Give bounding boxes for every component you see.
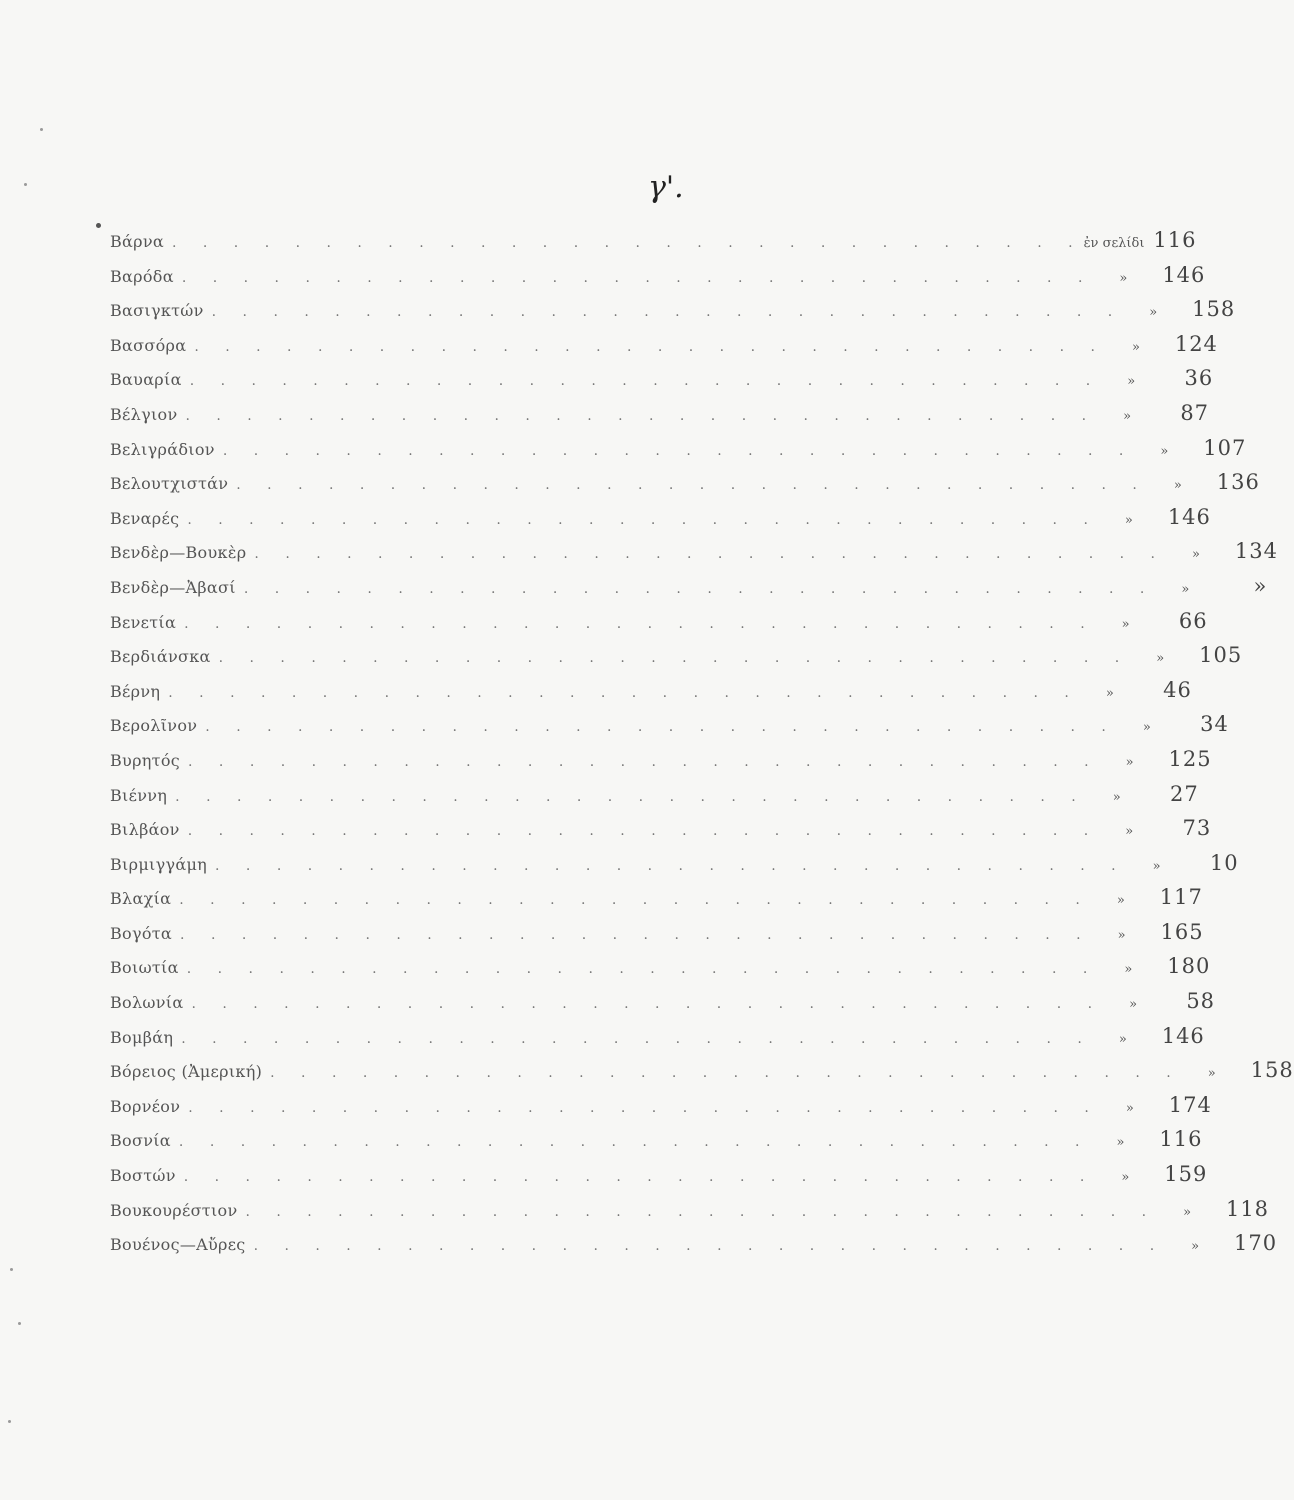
index-entry: [110, 746, 1212, 782]
entry-page-number: 146: [1161, 1023, 1205, 1048]
entry-page-number: 117: [1159, 885, 1203, 910]
entry-name: Βεναρές: [110, 508, 180, 528]
index-entry: [110, 366, 1214, 401]
entry-reference: »: [1125, 1100, 1134, 1116]
leader-dots: . . . . . . . . . . . . . . . . . . . . . . . . . . . . . .: [236, 477, 1148, 494]
leader-dots: . . . . . . . . . . . . . . . . . . . . . . . . . . . . . .: [175, 788, 1087, 805]
entry-name: Βελουτχιστάν: [110, 474, 229, 494]
scan-speck: [24, 183, 27, 186]
entry-reference: »: [1123, 408, 1132, 424]
entry-reference: »: [1173, 478, 1182, 494]
entry-name: Βερολῖνον: [110, 716, 198, 736]
entry-reference: »: [1183, 1204, 1192, 1220]
entry-name: Βαρόδα: [110, 266, 174, 286]
entry-name: Βελιγράδιον: [110, 439, 215, 459]
entry-name: Βογότα: [110, 923, 173, 943]
entry-reference: »: [1119, 270, 1128, 286]
index-entry: [110, 1092, 1212, 1128]
entry-page-number: 118: [1225, 1196, 1270, 1221]
index-entry: [110, 470, 1260, 505]
index-entry: [110, 1023, 1205, 1059]
index-entry: [110, 331, 1218, 367]
leader-dots: . . . . . . . . . . . . . . . . . . . . . . . . . . . . . .: [194, 338, 1106, 355]
scan-speck: [18, 1322, 21, 1325]
entry-reference: »: [1129, 997, 1138, 1013]
index-entry: [110, 1127, 1203, 1162]
entry-reference: »: [1112, 789, 1121, 805]
index-entry: [110, 1231, 1278, 1266]
entry-page-number: 146: [1167, 504, 1211, 529]
entry-page-number: 116: [1159, 1127, 1203, 1152]
index-entry: [110, 400, 1210, 436]
entry-page-number: 105: [1199, 643, 1243, 668]
entry-name: Βέλγιον: [110, 404, 178, 424]
entry-reference: »: [1118, 1031, 1127, 1047]
entry-page-number: 158: [1250, 1058, 1294, 1083]
entry-reference: »: [1127, 374, 1136, 390]
leader-dots: . . . . . . . . . . . . . . . . . . . . . . . . . . . . . .: [205, 719, 1117, 736]
entry-name: Βοστών: [110, 1166, 176, 1186]
entry-name: Βιλβάον: [110, 820, 180, 840]
entry-name: Βιρμιγγάμη: [110, 854, 208, 874]
index-entry: [110, 781, 1199, 817]
entry-reference: »: [1149, 305, 1158, 321]
entry-name: Βοσνία: [110, 1131, 171, 1151]
leader-dots: . . . . . . . . . . . . . . . . . . . . . . . . . . . . . .: [218, 650, 1131, 667]
entry-page-number: 158: [1192, 297, 1236, 322]
entry-page-number: 124: [1174, 331, 1218, 356]
entry-page-number: 27: [1170, 781, 1199, 806]
leader-dots: . . . . . . . . . . . . . . . . . . . . . . . . . . . . . .: [215, 857, 1127, 874]
entry-page-number: 146: [1162, 262, 1206, 287]
entry-name: Βόρειος (Ἀμερική): [110, 1062, 263, 1082]
index-entry: [110, 1058, 1294, 1093]
entry-page-number: 36: [1184, 366, 1214, 391]
entry-page-number: 87: [1180, 400, 1210, 425]
index-entry: [110, 989, 1216, 1024]
index-entry: [110, 816, 1212, 851]
leader-dots: . . . . . . . . . . . . . . . . . . . . . . . . . . . . . .: [243, 580, 1156, 597]
leader-dots: . . . . . . . . . . . . . . . . . . . . . . . . . . . . . .: [270, 1065, 1182, 1082]
entry-reference: »: [1156, 651, 1165, 667]
entry-reference: »: [1124, 512, 1133, 528]
entry-page-number: 66: [1178, 608, 1208, 633]
index-entry: [110, 435, 1247, 471]
entry-reference: »: [1124, 962, 1133, 978]
scan-speck: [10, 1268, 13, 1271]
entry-name: Βομβάη: [110, 1027, 174, 1047]
entry-page-number: 180: [1167, 954, 1211, 979]
leader-dots: . . . . . . . . . . . . . . . . . . . . . . . . . . . . . .: [181, 1030, 1093, 1047]
leader-dots: . . . . . . . . . . . . . . . . . . . . . . . . . . . . . .: [168, 684, 1080, 701]
entry-reference: ἐν σελίδι: [1083, 236, 1145, 251]
entry-name: Βενδὲρ—Ἀβασί: [110, 577, 236, 597]
entry-name: Βουένος—Αὔρες: [110, 1235, 246, 1255]
entry-reference: »: [1192, 547, 1200, 563]
leader-dots: . . . . . . . . . . . . . . . . . . . . . . . . . . . . . .: [188, 753, 1100, 770]
leader-dots: . . . . . . . . . . . . . . . . . . . . . . . . . . . . . .: [178, 1134, 1091, 1151]
index-entry: [110, 1196, 1270, 1232]
index-entry: [110, 228, 1197, 263]
leader-dots: . . . . . . . . . . . . . . . . . . . . . . . . . . . . . .: [188, 1099, 1100, 1116]
leader-dots: . . . . . . . . . . . . . . . . . . . . . . . . . . . . . .: [180, 926, 1092, 943]
entry-name: Βάρνα: [110, 232, 164, 251]
leader-dots: . . . . . . . . . . . . . . . . . . . . . . . . . . . . . .: [191, 996, 1104, 1013]
entry-reference: »: [1207, 1066, 1216, 1082]
scan-speck: [96, 223, 101, 228]
index-entry: [110, 608, 1208, 644]
leader-dots: . . . . . . . . . . . . . . . . . . . . . . . . . . . . . .: [189, 373, 1102, 390]
entry-reference: »: [1116, 1135, 1125, 1151]
index-entry: [110, 677, 1192, 713]
entry-page-number: 165: [1160, 919, 1204, 944]
entry-name: Βενδὲρ—Βουκὲρ: [110, 543, 247, 563]
index-entry: [110, 885, 1203, 920]
entry-page-number: 34: [1200, 712, 1229, 737]
entry-name: Βολωνία: [110, 993, 184, 1013]
entry-page-number: 159: [1164, 1162, 1208, 1187]
entry-name: Βασσόρα: [110, 335, 187, 355]
index-entry: [110, 712, 1229, 747]
index-entry: [110, 539, 1278, 574]
leader-dots: . . . . . . . . . . . . . . . . . . . . . . . . . . . . . .: [186, 961, 1099, 978]
index-entry: [110, 954, 1211, 989]
leader-dots: . . . . . . . . . . . . . . . . . . . . . . . . . . . . . .: [184, 615, 1096, 632]
entry-name: Βλαχία: [110, 889, 172, 909]
entry-name: Βοιωτία: [110, 958, 179, 978]
entry-page-number: 58: [1186, 989, 1216, 1014]
index-entry: [110, 850, 1239, 886]
leader-dots: . . . . . . . . . . . . . . . . . . . . . . . . . . . . . .: [185, 407, 1098, 424]
entry-reference: »: [1117, 927, 1126, 943]
entry-reference: »: [1105, 685, 1114, 701]
entry-name: Βαυαρία: [110, 370, 182, 390]
leader-dots: . . . . . . . . . . . . . . . . . . . . . . . . . . . . . .: [187, 511, 1099, 528]
leader-dots: . . . . . . . . . . . . . . . . . . . . . . . . . . . . . .: [187, 823, 1100, 840]
entry-reference: »: [1125, 754, 1134, 770]
entry-page-number: 107: [1203, 435, 1247, 460]
index-entry: [110, 504, 1211, 540]
entry-page-number: »: [1253, 573, 1268, 598]
entry-page-number: 174: [1168, 1092, 1212, 1117]
entry-reference: »: [1152, 858, 1161, 874]
entry-reference: »: [1142, 720, 1151, 736]
entry-page-number: 170: [1234, 1231, 1278, 1256]
index-entry: [110, 643, 1243, 678]
page-number: γ'.: [648, 170, 684, 205]
index-entry: [110, 573, 1268, 609]
entry-page-number: 125: [1168, 746, 1212, 771]
scan-speck: [40, 128, 43, 131]
leader-dots: . . . . . . . . . . . . . . . . . . . . . . . . . . . . . .: [245, 1203, 1158, 1220]
place-name-index: [110, 228, 1294, 1266]
entry-name: Βουκουρέστιον: [110, 1200, 238, 1220]
entry-page-number: 10: [1209, 850, 1239, 875]
leader-dots: . . . . . . . . . . . . . . . . . . . . . . . . . . . . . .: [211, 304, 1124, 321]
entry-reference: »: [1121, 616, 1130, 632]
entry-name: Βέρνη: [110, 681, 161, 701]
leader-dots: . . . . . . . . . . . . . . . . . . . . . . . . . . . . . .: [254, 546, 1166, 563]
entry-name: Βορνέον: [110, 1096, 181, 1116]
entry-page-number: 46: [1163, 677, 1192, 702]
entry-reference: »: [1116, 893, 1125, 909]
entry-reference: »: [1181, 581, 1190, 597]
entry-page-number: 136: [1216, 470, 1260, 495]
leader-dots: . . . . . . . . . . . . . . . . . . . . . . . . . . . . . .: [253, 1238, 1166, 1255]
index-entry: [110, 297, 1236, 332]
entry-name: Βιέννη: [110, 785, 168, 805]
leader-dots: . . . . . . . . . . . . . . . . . . . . . . . . . . . . . .: [183, 1169, 1096, 1186]
entry-reference: »: [1121, 1170, 1130, 1186]
leader-dots: . . . . . . . . . . . . . . . . . . . . . . . . . . . . . .: [172, 235, 1084, 251]
index-entry: [110, 1162, 1208, 1197]
entry-reference: »: [1160, 443, 1169, 459]
entry-reference: »: [1131, 339, 1140, 355]
index-entry: [110, 919, 1204, 955]
entry-page-number: 116: [1153, 228, 1197, 252]
entry-reference: »: [1125, 824, 1134, 840]
leader-dots: . . . . . . . . . . . . . . . . . . . . . . . . . . . . . .: [222, 442, 1135, 459]
entry-name: Βυρητός: [110, 750, 181, 770]
leader-dots: . . . . . . . . . . . . . . . . . . . . . . . . . . . . . .: [179, 892, 1091, 909]
index-entry: [110, 262, 1206, 298]
entry-reference: »: [1191, 1239, 1200, 1255]
entry-name: Βασιγκτών: [110, 301, 204, 321]
entry-page-number: 134: [1234, 539, 1278, 564]
entry-name: Βενετία: [110, 612, 177, 632]
leader-dots: . . . . . . . . . . . . . . . . . . . . . . . . . . . . . .: [181, 269, 1094, 286]
entry-name: Βερδιάνσκα: [110, 647, 211, 667]
scan-speck: [8, 1420, 11, 1423]
entry-page-number: 73: [1182, 816, 1212, 841]
